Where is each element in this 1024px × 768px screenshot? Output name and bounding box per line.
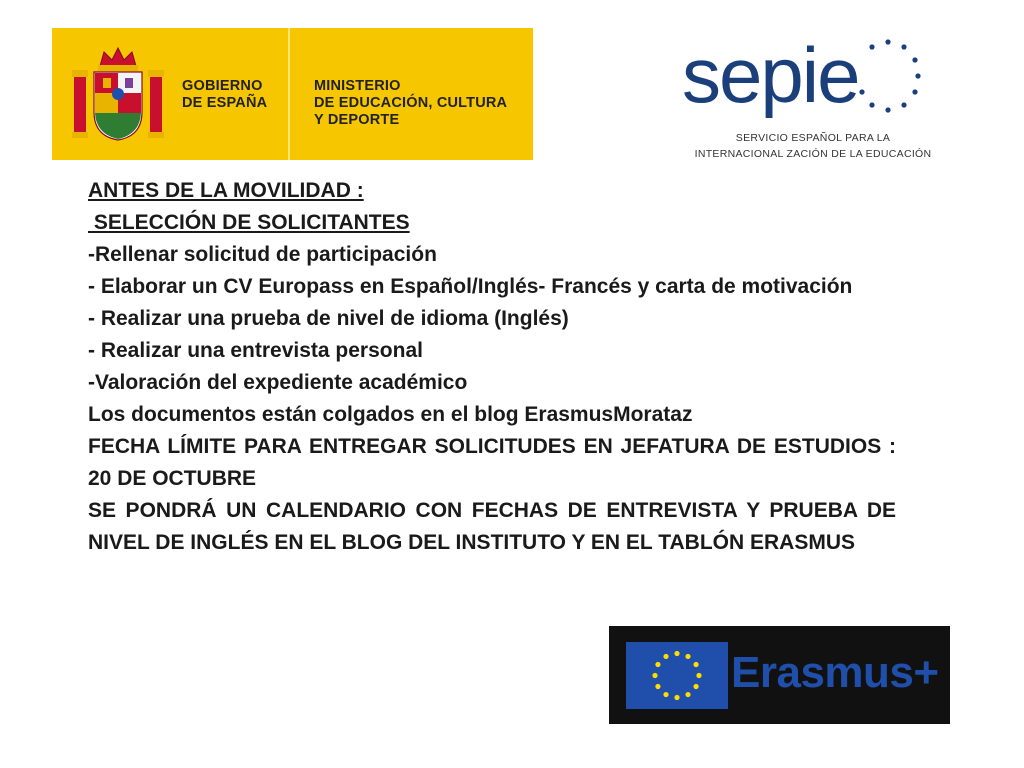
eu-star-icon bbox=[674, 695, 679, 700]
sepie-wordmark bbox=[680, 30, 940, 125]
eu-star-icon bbox=[663, 692, 668, 697]
eu-star-icon bbox=[693, 662, 698, 667]
banner-divider bbox=[288, 28, 290, 160]
eu-star-icon bbox=[655, 684, 660, 689]
sepie-subtitle: SERVICIO ESPAÑOL PARA LA INTERNACIONAL ZACIÓN DE LA EDUCACIÓN bbox=[694, 132, 932, 160]
list-item: -Valoración del expediente académico bbox=[88, 371, 468, 394]
government-name: GOBIERNO DE ESPAÑA bbox=[182, 78, 268, 111]
list-item: -Rellenar solicitud de participación bbox=[88, 243, 437, 266]
eu-star-icon bbox=[652, 673, 657, 678]
eu-star-icon bbox=[685, 692, 690, 697]
heading-seleccion: SELECCIÓN DE SOLICITANTES bbox=[88, 211, 410, 234]
documents-note: Los documentos están colgados en el blog ErasmusMorataz bbox=[88, 403, 693, 426]
eu-star-icon bbox=[685, 654, 690, 659]
eu-star-icon bbox=[674, 651, 679, 656]
eu-star-icon bbox=[693, 684, 698, 689]
sepie-wordmark-text: sepie bbox=[682, 31, 859, 119]
list-item: - Elaborar un CV Europass en Español/Inglés- Francés y carta de motivación bbox=[88, 275, 853, 298]
eu-star-icon bbox=[655, 662, 660, 667]
sepie-stars-icon bbox=[859, 39, 920, 112]
ministry-name: MINISTERIO DE EDUCACIÓN, CULTURA Y DEPORTE bbox=[314, 78, 508, 128]
eu-flag-icon bbox=[626, 642, 728, 709]
deadline-text: FECHA LÍMITE PARA ENTREGAR SOLICITUDES EN JEFATURA DE ESTUDIOS : 20 DE OCTUBRE bbox=[88, 435, 896, 490]
eu-star-icon bbox=[663, 654, 668, 659]
erasmus-wordmark: Erasmus+ bbox=[731, 648, 939, 697]
calendar-text: SE PONDRÁ UN CALENDARIO CON FECHAS DE ENTREVISTA Y PRUEBA DE NIVEL DE INGLÉS EN EL BLOG DEL INSTITUTO Y EN EL TABLÓN ERASMUS bbox=[88, 499, 896, 554]
spain-coat-of-arms-icon bbox=[70, 46, 166, 144]
erasmus-logo bbox=[609, 626, 950, 724]
heading-antes-movilidad: ANTES DE LA MOVILIDAD : bbox=[88, 179, 364, 202]
list-item: - Realizar una prueba de nivel de idioma (Inglés) bbox=[88, 307, 569, 330]
main-content bbox=[88, 175, 896, 559]
eu-star-icon bbox=[696, 673, 701, 678]
list-item: - Realizar una entrevista personal bbox=[88, 339, 423, 362]
sepie-logo bbox=[680, 30, 940, 165]
government-banner bbox=[52, 28, 533, 160]
